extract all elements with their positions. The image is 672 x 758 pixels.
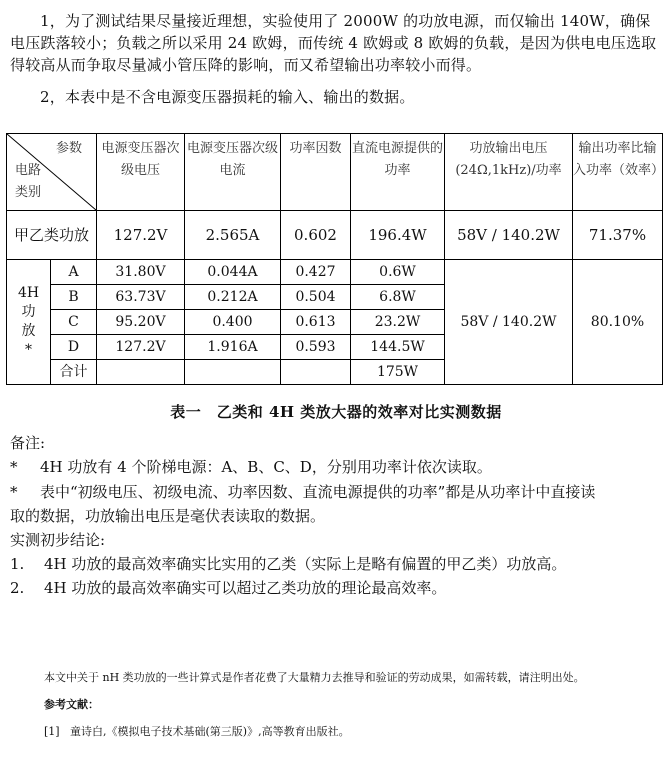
cell-current: 1.916A bbox=[185, 335, 281, 360]
cell-output: 58V / 140.2W bbox=[445, 211, 573, 260]
empty-cell bbox=[97, 360, 185, 385]
cell-efficiency-4h: 80.10% bbox=[573, 260, 663, 385]
header-output: 功放输出电压(24Ω,1kHz)/功率 bbox=[445, 134, 573, 211]
label-line: 放 bbox=[21, 323, 36, 339]
conclusion-text: 4H 功放的最高效率确实比实用的乙类（实际上是略有偏置的甲乙类）功放高。 bbox=[44, 555, 567, 573]
tap-label: C bbox=[51, 310, 97, 335]
label-line: 4H bbox=[17, 285, 40, 301]
header-secondary-current: 电源变压器次级电流 bbox=[185, 134, 281, 211]
label-line: * bbox=[25, 342, 32, 358]
table-row-4h-a bbox=[7, 260, 663, 285]
conclusions-title: 实测初步结论: bbox=[10, 531, 106, 549]
cell-dc-power: 196.4W bbox=[351, 211, 445, 260]
cell-dc-power: 0.6W bbox=[351, 260, 445, 285]
header-secondary-voltage: 电源变压器次级电压 bbox=[97, 134, 185, 211]
cell-power-factor: 0.613 bbox=[281, 310, 351, 335]
table-row-class-ab bbox=[7, 211, 663, 260]
cell-power-factor: 0.427 bbox=[281, 260, 351, 285]
cell-power-factor: 0.593 bbox=[281, 335, 351, 360]
cell-voltage: 95.20V bbox=[97, 310, 185, 335]
cell-dc-power: 144.5W bbox=[351, 335, 445, 360]
cell-power-factor: 0.504 bbox=[281, 285, 351, 310]
tap-label: A bbox=[51, 260, 97, 285]
note-item bbox=[10, 456, 662, 478]
diag-label-circuit: 电路 bbox=[15, 163, 42, 178]
cell-voltage: 127.2V bbox=[97, 335, 185, 360]
cell-voltage: 127.2V bbox=[97, 211, 185, 260]
efficiency-table bbox=[6, 133, 663, 385]
intro-paragraph-1: 1，为了测试结果尽量接近理想，实验使用了 2000W 的功放电源，而仅输出 140W，确保电压跌落较小；负载之所以采用 24 欧姆，而传统 4 欧姆或 8 欧姆的负载，是因为供电电压选取得较高从而争取尽量减小管压降的影响，而又希望输出功率较小而得。 bbox=[10, 12, 657, 74]
reference-tag: [1] bbox=[44, 725, 60, 738]
table-header-row bbox=[7, 134, 663, 211]
header-dc-power: 直流电源提供的功率 bbox=[351, 134, 445, 211]
tap-label: B bbox=[51, 285, 97, 310]
reference-text: 童诗白,《模拟电子技术基础(第三版)》,高等教育出版社。 bbox=[70, 725, 350, 738]
note-text: 4H 功放有 4 个阶梯电源：A、B、C、D，分别用功率计依次读取。 bbox=[40, 458, 492, 476]
intro-paragraph-2: 2，本表中是不含电源变压器损耗的输入、输出的数据。 bbox=[40, 88, 415, 106]
cell-dc-power: 6.8W bbox=[351, 285, 445, 310]
cell-efficiency: 71.37% bbox=[573, 211, 663, 260]
cell-voltage: 31.80V bbox=[97, 260, 185, 285]
notes-title: 备注: bbox=[10, 434, 46, 452]
empty-cell bbox=[185, 360, 281, 385]
conclusion-item bbox=[10, 553, 662, 575]
conclusion-item bbox=[10, 577, 662, 599]
copyright-notice: 本文中关于 nH 类功放的一些计算式是作者花费了大量精力去推导和验证的劳动成果，如需转载，请注明出处。 bbox=[44, 671, 585, 684]
label-line: 功 bbox=[21, 304, 36, 320]
total-label: 合计 bbox=[51, 360, 97, 385]
empty-cell bbox=[281, 360, 351, 385]
conclusion-number: 2. bbox=[10, 579, 25, 597]
note-bullet: * bbox=[10, 458, 18, 476]
diagonal-header-cell bbox=[7, 134, 97, 211]
tap-label: D bbox=[51, 335, 97, 360]
cell-current: 2.565A bbox=[185, 211, 281, 260]
reference-item bbox=[44, 724, 350, 740]
cell-dc-power: 23.2W bbox=[351, 310, 445, 335]
conclusion-number: 1. bbox=[10, 555, 25, 573]
cell-total-power: 175W bbox=[351, 360, 445, 385]
note-text: 表中“初级电压、初级电流、功率因数、直流电源提供的功率”都是从功率计中直接读 bbox=[40, 483, 596, 501]
diag-label-params: 参数 bbox=[55, 141, 82, 156]
conclusion-text: 4H 功放的最高效率确实可以超过乙类功放的理论最高效率。 bbox=[44, 579, 447, 597]
diag-label-category: 类别 bbox=[15, 185, 42, 200]
header-efficiency: 输出功率比输入功率（效率） bbox=[573, 134, 663, 211]
cell-voltage: 63.73V bbox=[97, 285, 185, 310]
header-power-factor: 功率因数 bbox=[281, 134, 351, 211]
cell-power-factor: 0.602 bbox=[281, 211, 351, 260]
row-label-4h bbox=[7, 260, 51, 385]
table-caption: 表一 乙类和 4H 类放大器的效率对比实测数据 bbox=[170, 403, 502, 421]
cell-output-4h: 58V / 140.2W bbox=[445, 260, 573, 385]
row-label-class-ab: 甲乙类功放 bbox=[7, 211, 97, 260]
note-continuation: 取的数据，功放输出电压是毫伏表读取的数据。 bbox=[10, 507, 326, 525]
cell-current: 0.212A bbox=[185, 285, 281, 310]
cell-current: 0.044A bbox=[185, 260, 281, 285]
cell-current: 0.400 bbox=[185, 310, 281, 335]
note-bullet: * bbox=[10, 483, 18, 501]
references-title: 参考文献： bbox=[44, 698, 99, 711]
note-item bbox=[10, 481, 662, 503]
